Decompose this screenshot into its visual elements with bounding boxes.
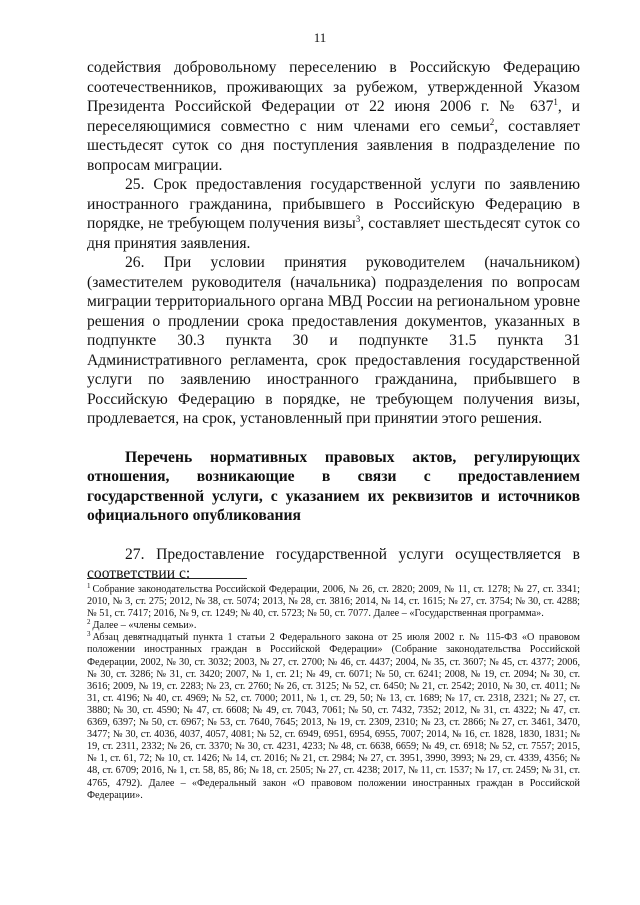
paragraph-text: , и переселяющимися совместно с ним членами его семьи (87, 98, 580, 135)
footnote-mark: 3 (87, 629, 91, 638)
paragraph-text: содействия добровольному переселению в Российскую Федерацию соотечественников, проживающих за рубежом, утвержденной Указом Президента Российской Федерации от 22 июня 2006 г. № 637 (87, 59, 580, 115)
footnote-mark: 2 (87, 617, 91, 626)
footnote-ref[interactable]: 2 (489, 116, 495, 127)
document-body (87, 58, 580, 584)
footnote-mark: 1 (87, 581, 91, 590)
footnote-text: Абзац девятнадцатый пункта 1 статьи 2 Федерального закона от 25 июля 2002 г. № 115-ФЗ «О правовом положении иностранных граждан в Российской Федерации» (Собрание законодательства Российской Федерации, 2002, № 30, ст. 3032; 2003, № 27, ст. 2700; № 46, ст. 4437; 2004, № 35, ст. 3607; № 45, ст. 4377; 2006, № 30, ст. 3286; № 31, ст. 3420; 2007, № 1, ст. 21; № 49, ст. 6071; № 50, ст. 6241; 2008, № 19, ст. 2094; № 30, ст. 3616; 2009, № 19, ст. 2283; № 23, ст. 2760; № 26, ст. 3125; № 52, ст. 6450; № 21, ст. 2542; 2010, № 30, ст. 4011; № 31, ст. 4196; № 40, ст. 4969; № 52, ст. 7000; 2011, № 1, ст. 29, 50; № 13, ст. 1689; № 17, ст. 2318, 2321; № 27, ст. 3880; № 30, ст. 4590; № 47, ст. 6608; № 49, ст. 7043, 7061; № 50, ст. 7432, 7352; 2012, № 31, ст. 4322; № 47, ст. 6369, 6397; № 50, ст. 6967; № 53, ст. 7640, 7645; 2013, № 19, ст. 2309, 2310; № 23, ст. 2866; № 27, ст. 3461, 3470, 3477; № 30, ст. 4036, 4037, 4057, 4081; № 52, ст. 6949, 6951, 6954, 6955, 7007; 2014, № 16, ст. 1828, 1830, 1831; № 19, ст. 2311, 2332; № 26, ст. 3370; № 30, ст. 4231, 4233; № 48, ст. 6638, 6659; № 49, ст. 6918; № 52, ст. 7557; 2015, № 1, ст. 61, 72; № 10, ст. 1426; № 14, ст. 2016; № 21, ст. 2984; № 27, ст. 3951, 3990, 3993; № 29, ст. 4339, 4356; № 48, ст. 6709; 2016, № 1, ст. 58, 85, 86; № 18, ст. 2505; № 27, ст. 4238; 2017, № 11, ст. 1537; № 17, ст. 2459; № 31, ст. 4765, 4792). Далее – «Федеральный закон «О правовом положении иностранных граждан в Российской Федерации». (87, 632, 580, 801)
paragraph-27: 27. Предоставление государственной услуги осуществляется в соответствии с: (87, 545, 580, 582)
footnote-1 (87, 581, 580, 620)
paragraph-text: 25. Срок предоставления государственной услуги по заявлению иностранного гражданина, прибывшего в Российскую Федерацию в порядке, не требующем получения визы (87, 176, 580, 232)
paragraph-text: , составляет шестьдесят суток со дня поступления заявления в подразделение по вопросам миграции. (87, 117, 580, 174)
footnote-ref[interactable]: 3 (355, 213, 361, 224)
footnote-text: Далее – «члены семьи». (92, 620, 197, 632)
footnote-text: Собрание законодательства Российской Федерации, 2006, № 26, ст. 2820; 2009, № 11, ст. 1278; № 27, ст. 3341; 2010, № 3, ст. 275; 2012, № 38, ст. 5074; 2013, № 28, ст. 3816; 2014, № 14, ст. 1615; № 27, ст. 3754; № 30, ст. 4288; № 51, ст. 7417; 2016, № 9, ст. 1249; № 40, ст. 5723; № 50, ст. 7077. Далее – «Государственная программа». (87, 584, 580, 620)
paragraph-25 (87, 175, 580, 253)
page-number: 11 (313, 30, 327, 45)
footnote-2 (87, 617, 580, 632)
footnote-3 (87, 629, 580, 801)
paragraph-continuation (87, 58, 580, 175)
footnotes (87, 581, 580, 802)
section-heading: Перечень нормативных правовых актов, регулирующих отношения, возникающие в связи с предоставлением государственной услуги, с указанием их реквизитов и источников официального опубликования (87, 448, 580, 524)
footnote-ref[interactable]: 1 (553, 96, 558, 107)
footnote-separator (87, 578, 247, 579)
paragraph-26: 26. При условии принятия руководителем (начальником) (заместителем руководителя (начальника) подразделения по вопросам миграции территориального органа МВД России на региональном уровне решения о продлении срока предоставления документов, указанных в подпункте 30.3 пункта 30 и подпункте 31.5 пункта 31 Административного регламента, срок предоставления государственной услуги по заявлению иностранного гражданина, прибывшего в Российскую Федерацию в порядке, не требующем получения визы, продлевается, на срок, установленный при принятии этого решения. (87, 254, 580, 427)
paragraph-text: , составляет шестьдесят суток со дня принятия заявления. (87, 215, 580, 252)
